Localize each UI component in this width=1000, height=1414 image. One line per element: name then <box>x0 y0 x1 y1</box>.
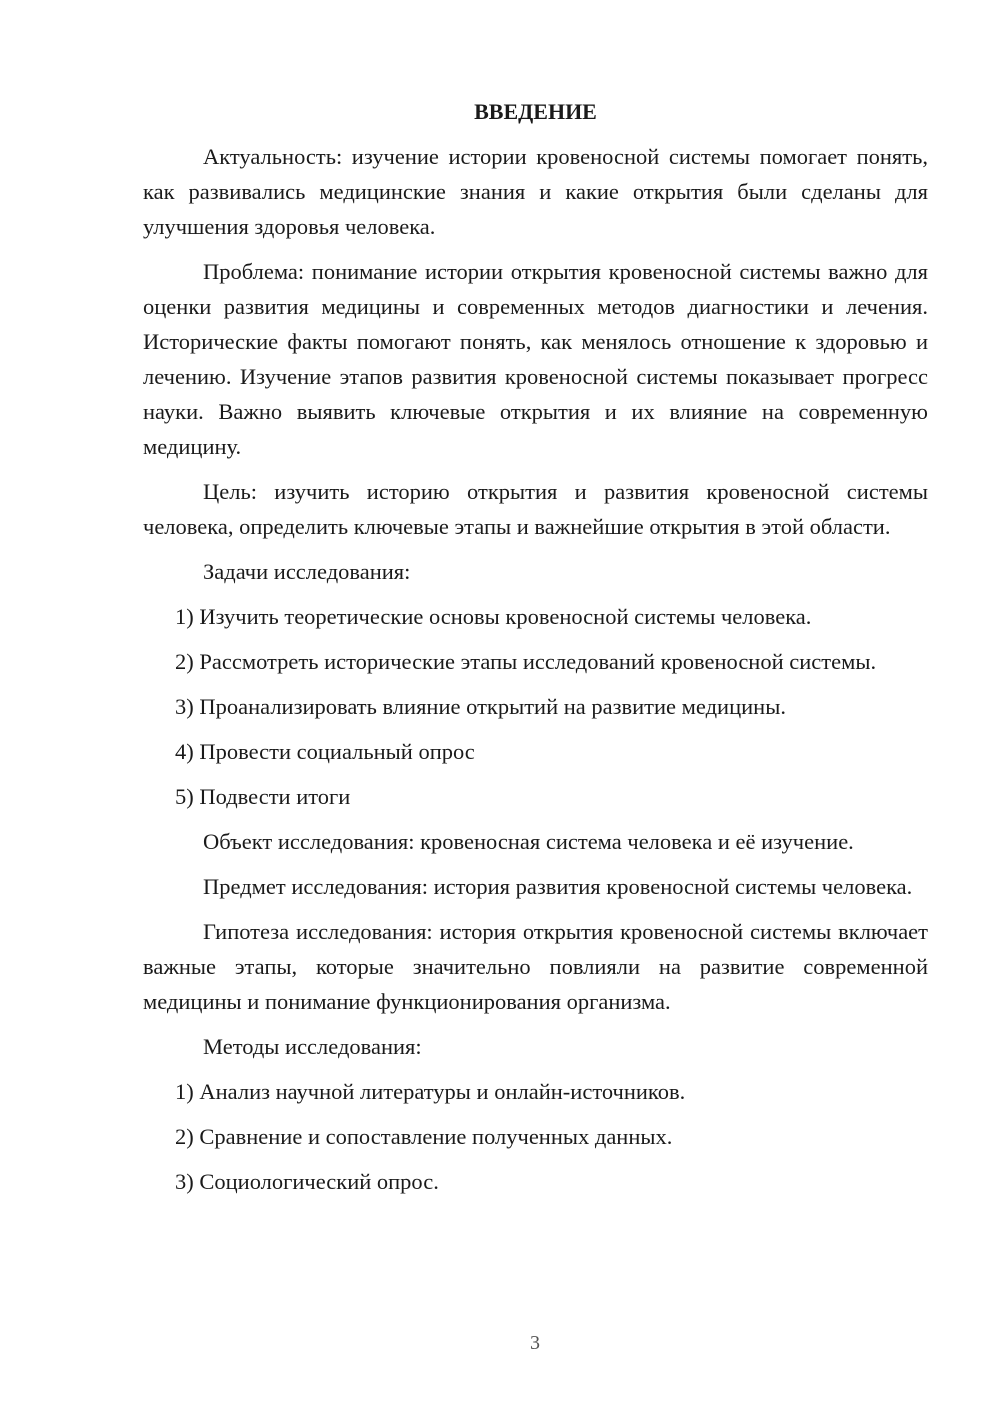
page-title: ВВЕДЕНИЕ <box>474 99 597 124</box>
method-item-1: 1) Анализ научной литературы и онлайн-источников. <box>175 1079 686 1104</box>
paragraph-relevance: Актуальность: изучение истории кровеносной системы помогает понять, как развивались медицинские знания и какие открытия были сделаны для улучшения здоровья человека. <box>143 144 928 239</box>
task-item-3: 3) Проанализировать влияние открытий на развитие медицины. <box>175 694 786 719</box>
paragraph-hypothesis: Гипотеза исследования: история открытия кровеносной системы включает важные этапы, которые значительно повлияли на развитие современной медицины и понимание функционирования организма. <box>143 919 928 1014</box>
task-item-5: 5) Подвести итоги <box>175 784 351 809</box>
page-content <box>143 94 928 1209</box>
paragraph-methods-heading: Методы исследования: <box>203 1034 422 1059</box>
paragraph-goal: Цель: изучить историю открытия и развития кровеносной системы человека, определить ключевые этапы и важнейшие открытия в этой области. <box>143 479 928 539</box>
task-item-2: 2) Рассмотреть исторические этапы исследований кровеносной системы. <box>175 649 877 674</box>
method-item-3: 3) Социологический опрос. <box>175 1169 439 1194</box>
task-item-4: 4) Провести социальный опрос <box>175 739 475 764</box>
method-item-2: 2) Сравнение и сопоставление полученных данных. <box>175 1124 673 1149</box>
page-number: 3 <box>530 1332 540 1354</box>
paragraph-tasks-heading: Задачи исследования: <box>203 559 411 584</box>
paragraph-subject: Предмет исследования: история развития кровеносной системы человека. <box>203 874 913 899</box>
task-item-1: 1) Изучить теоретические основы кровеносной системы человека. <box>175 604 812 629</box>
paragraph-problem: Проблема: понимание истории открытия кровеносной системы важно для оценки развития медицины и современных методов диагностики и лечения. Исторические факты помогают понять, как менялось отношение к здоровью и лечению. Изучение этапов развития кровеносной системы показывает прогресс науки. Важно выявить ключевые открытия и их влияние на современную медицину. <box>143 259 928 459</box>
paragraph-object: Объект исследования: кровеносная система человека и её изучение. <box>203 829 854 854</box>
